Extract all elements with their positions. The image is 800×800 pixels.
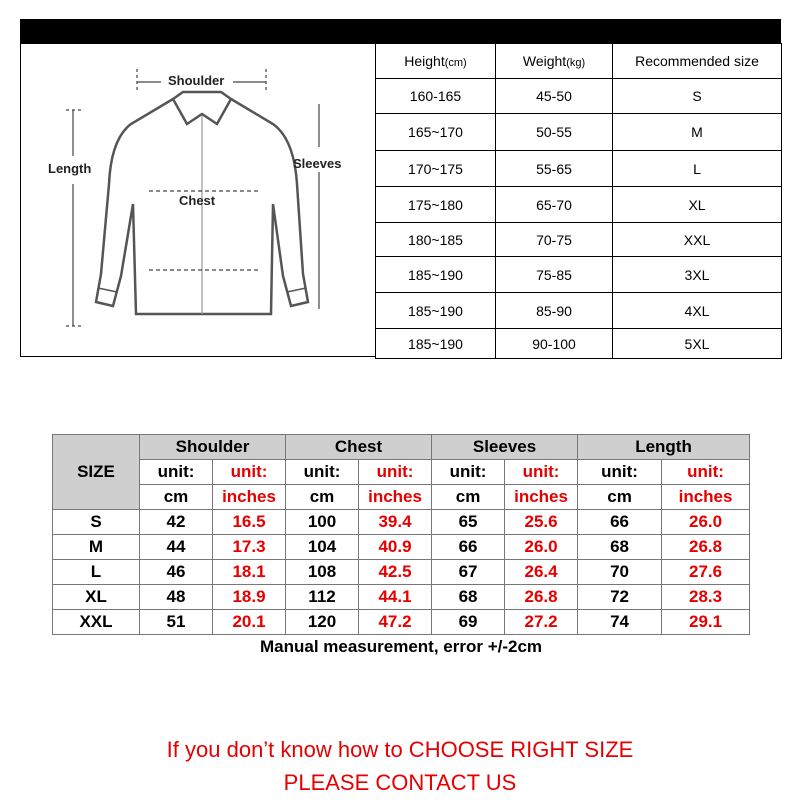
height-cell: 165~170 — [376, 114, 496, 151]
size-header: SIZE — [53, 435, 140, 510]
measurement-note: Manual measurement, error +/-2cm — [260, 637, 543, 656]
weight-cell: 85-90 — [496, 293, 613, 329]
size-cell: XXL — [613, 223, 782, 257]
unit-prefix-row — [53, 460, 750, 485]
cm-value-cell: 42 — [140, 510, 213, 535]
cm-value-cell: 70 — [578, 560, 662, 585]
cm-value-cell: 51 — [140, 610, 213, 635]
chest-label: Chest — [179, 193, 216, 208]
table-row — [53, 560, 750, 585]
height-cell: 170~175 — [376, 151, 496, 187]
shoulder-header: Shoulder — [140, 435, 286, 460]
table-row — [376, 223, 782, 257]
unit-cm: cm — [140, 485, 213, 510]
inches-value-cell: 27.6 — [662, 560, 750, 585]
top-banner-bar — [20, 19, 781, 43]
inches-value-cell: 25.6 — [505, 510, 578, 535]
unit-inches: inches — [505, 485, 578, 510]
weight-cell: 70-75 — [496, 223, 613, 257]
sleeves-header: Sleeves — [432, 435, 578, 460]
size-name-cell: XL — [53, 585, 140, 610]
size-cell: M — [613, 114, 782, 151]
cm-value-cell: 68 — [432, 585, 505, 610]
unit-cm: cm — [432, 485, 505, 510]
length-label: Length — [48, 161, 92, 176]
cm-value-cell: 46 — [140, 560, 213, 585]
inches-value-cell: 20.1 — [213, 610, 286, 635]
inches-value-cell: 18.9 — [213, 585, 286, 610]
table-row — [376, 329, 782, 359]
unit-label: unit: — [286, 460, 359, 485]
height-cell: 175~180 — [376, 187, 496, 223]
cm-value-cell: 67 — [432, 560, 505, 585]
inches-value-cell: 29.1 — [662, 610, 750, 635]
size-name-cell: M — [53, 535, 140, 560]
table-row — [53, 585, 750, 610]
height-header: Height(cm) — [376, 44, 496, 79]
table-row — [53, 510, 750, 535]
chest-header: Chest — [286, 435, 432, 460]
size-cell: S — [613, 79, 782, 114]
inches-value-cell: 27.2 — [505, 610, 578, 635]
unit-label: unit: — [359, 460, 432, 485]
size-name-cell: XXL — [53, 610, 140, 635]
unit-inches: inches — [213, 485, 286, 510]
height-cell: 180~185 — [376, 223, 496, 257]
inches-value-cell: 18.1 — [213, 560, 286, 585]
weight-header: Weight(kg) — [496, 44, 613, 79]
unit-name-row — [53, 485, 750, 510]
size-name-cell: S — [53, 510, 140, 535]
cm-value-cell: 112 — [286, 585, 359, 610]
contact-line-1: If you don’t know how to CHOOSE RIGHT SIZE — [166, 737, 634, 762]
table-row — [376, 79, 782, 114]
unit-label: unit: — [505, 460, 578, 485]
cm-value-cell: 100 — [286, 510, 359, 535]
cm-value-cell: 66 — [432, 535, 505, 560]
inches-value-cell: 26.8 — [662, 535, 750, 560]
group-header-row — [53, 435, 750, 460]
table-row — [376, 293, 782, 329]
cm-value-cell: 48 — [140, 585, 213, 610]
shoulder-label: Shoulder — [168, 73, 225, 88]
cm-value-cell: 66 — [578, 510, 662, 535]
size-cell: XL — [613, 187, 782, 223]
height-cell: 160-165 — [376, 79, 496, 114]
weight-cell: 55-65 — [496, 151, 613, 187]
cm-value-cell: 120 — [286, 610, 359, 635]
cm-value-cell: 69 — [432, 610, 505, 635]
sleeves-label: Sleeves — [293, 156, 342, 171]
unit-cm: cm — [286, 485, 359, 510]
inches-value-cell: 26.0 — [662, 510, 750, 535]
note-row — [53, 635, 750, 660]
weight-cell: 45-50 — [496, 79, 613, 114]
inches-value-cell: 44.1 — [359, 585, 432, 610]
cm-value-cell: 108 — [286, 560, 359, 585]
inches-value-cell: 42.5 — [359, 560, 432, 585]
table-row — [376, 151, 782, 187]
cm-value-cell: 72 — [578, 585, 662, 610]
weight-cell: 90-100 — [496, 329, 613, 359]
inches-value-cell: 26.4 — [505, 560, 578, 585]
unit-label: unit: — [578, 460, 662, 485]
inches-value-cell: 28.3 — [662, 585, 750, 610]
inches-value-cell: 17.3 — [213, 535, 286, 560]
size-cell: 3XL — [613, 257, 782, 293]
table-row — [376, 187, 782, 223]
inches-value-cell: 16.5 — [213, 510, 286, 535]
size-name-cell: L — [53, 560, 140, 585]
recommended-size-table — [375, 43, 782, 359]
table-row — [376, 114, 782, 151]
unit-label: unit: — [432, 460, 505, 485]
unit-inches: inches — [359, 485, 432, 510]
recommended-size-header: Recommended size — [613, 44, 782, 79]
height-cell: 185~190 — [376, 329, 496, 359]
unit-inches: inches — [662, 485, 750, 510]
unit-label: unit: — [213, 460, 286, 485]
unit-label: unit: — [140, 460, 213, 485]
inches-value-cell: 40.9 — [359, 535, 432, 560]
size-cell: 5XL — [613, 329, 782, 359]
cm-value-cell: 74 — [578, 610, 662, 635]
shirt-measurement-diagram — [20, 43, 375, 357]
table-row — [376, 257, 782, 293]
cm-value-cell: 104 — [286, 535, 359, 560]
inches-value-cell: 26.8 — [505, 585, 578, 610]
unit-cm: cm — [578, 485, 662, 510]
contact-line-2: PLEASE CONTACT US — [283, 770, 517, 795]
table-row — [53, 535, 750, 560]
table-row — [53, 610, 750, 635]
size-measurement-table — [52, 434, 750, 659]
unit-label: unit: — [662, 460, 750, 485]
weight-cell: 75-85 — [496, 257, 613, 293]
height-cell: 185~190 — [376, 257, 496, 293]
cm-value-cell: 68 — [578, 535, 662, 560]
size-cell: L — [613, 151, 782, 187]
cm-value-cell: 65 — [432, 510, 505, 535]
weight-cell: 50-55 — [496, 114, 613, 151]
inches-value-cell: 47.2 — [359, 610, 432, 635]
inches-value-cell: 26.0 — [505, 535, 578, 560]
cm-value-cell: 44 — [140, 535, 213, 560]
length-header: Length — [578, 435, 750, 460]
height-cell: 185~190 — [376, 293, 496, 329]
weight-cell: 65-70 — [496, 187, 613, 223]
table-header-row — [376, 44, 782, 79]
inches-value-cell: 39.4 — [359, 510, 432, 535]
size-cell: 4XL — [613, 293, 782, 329]
